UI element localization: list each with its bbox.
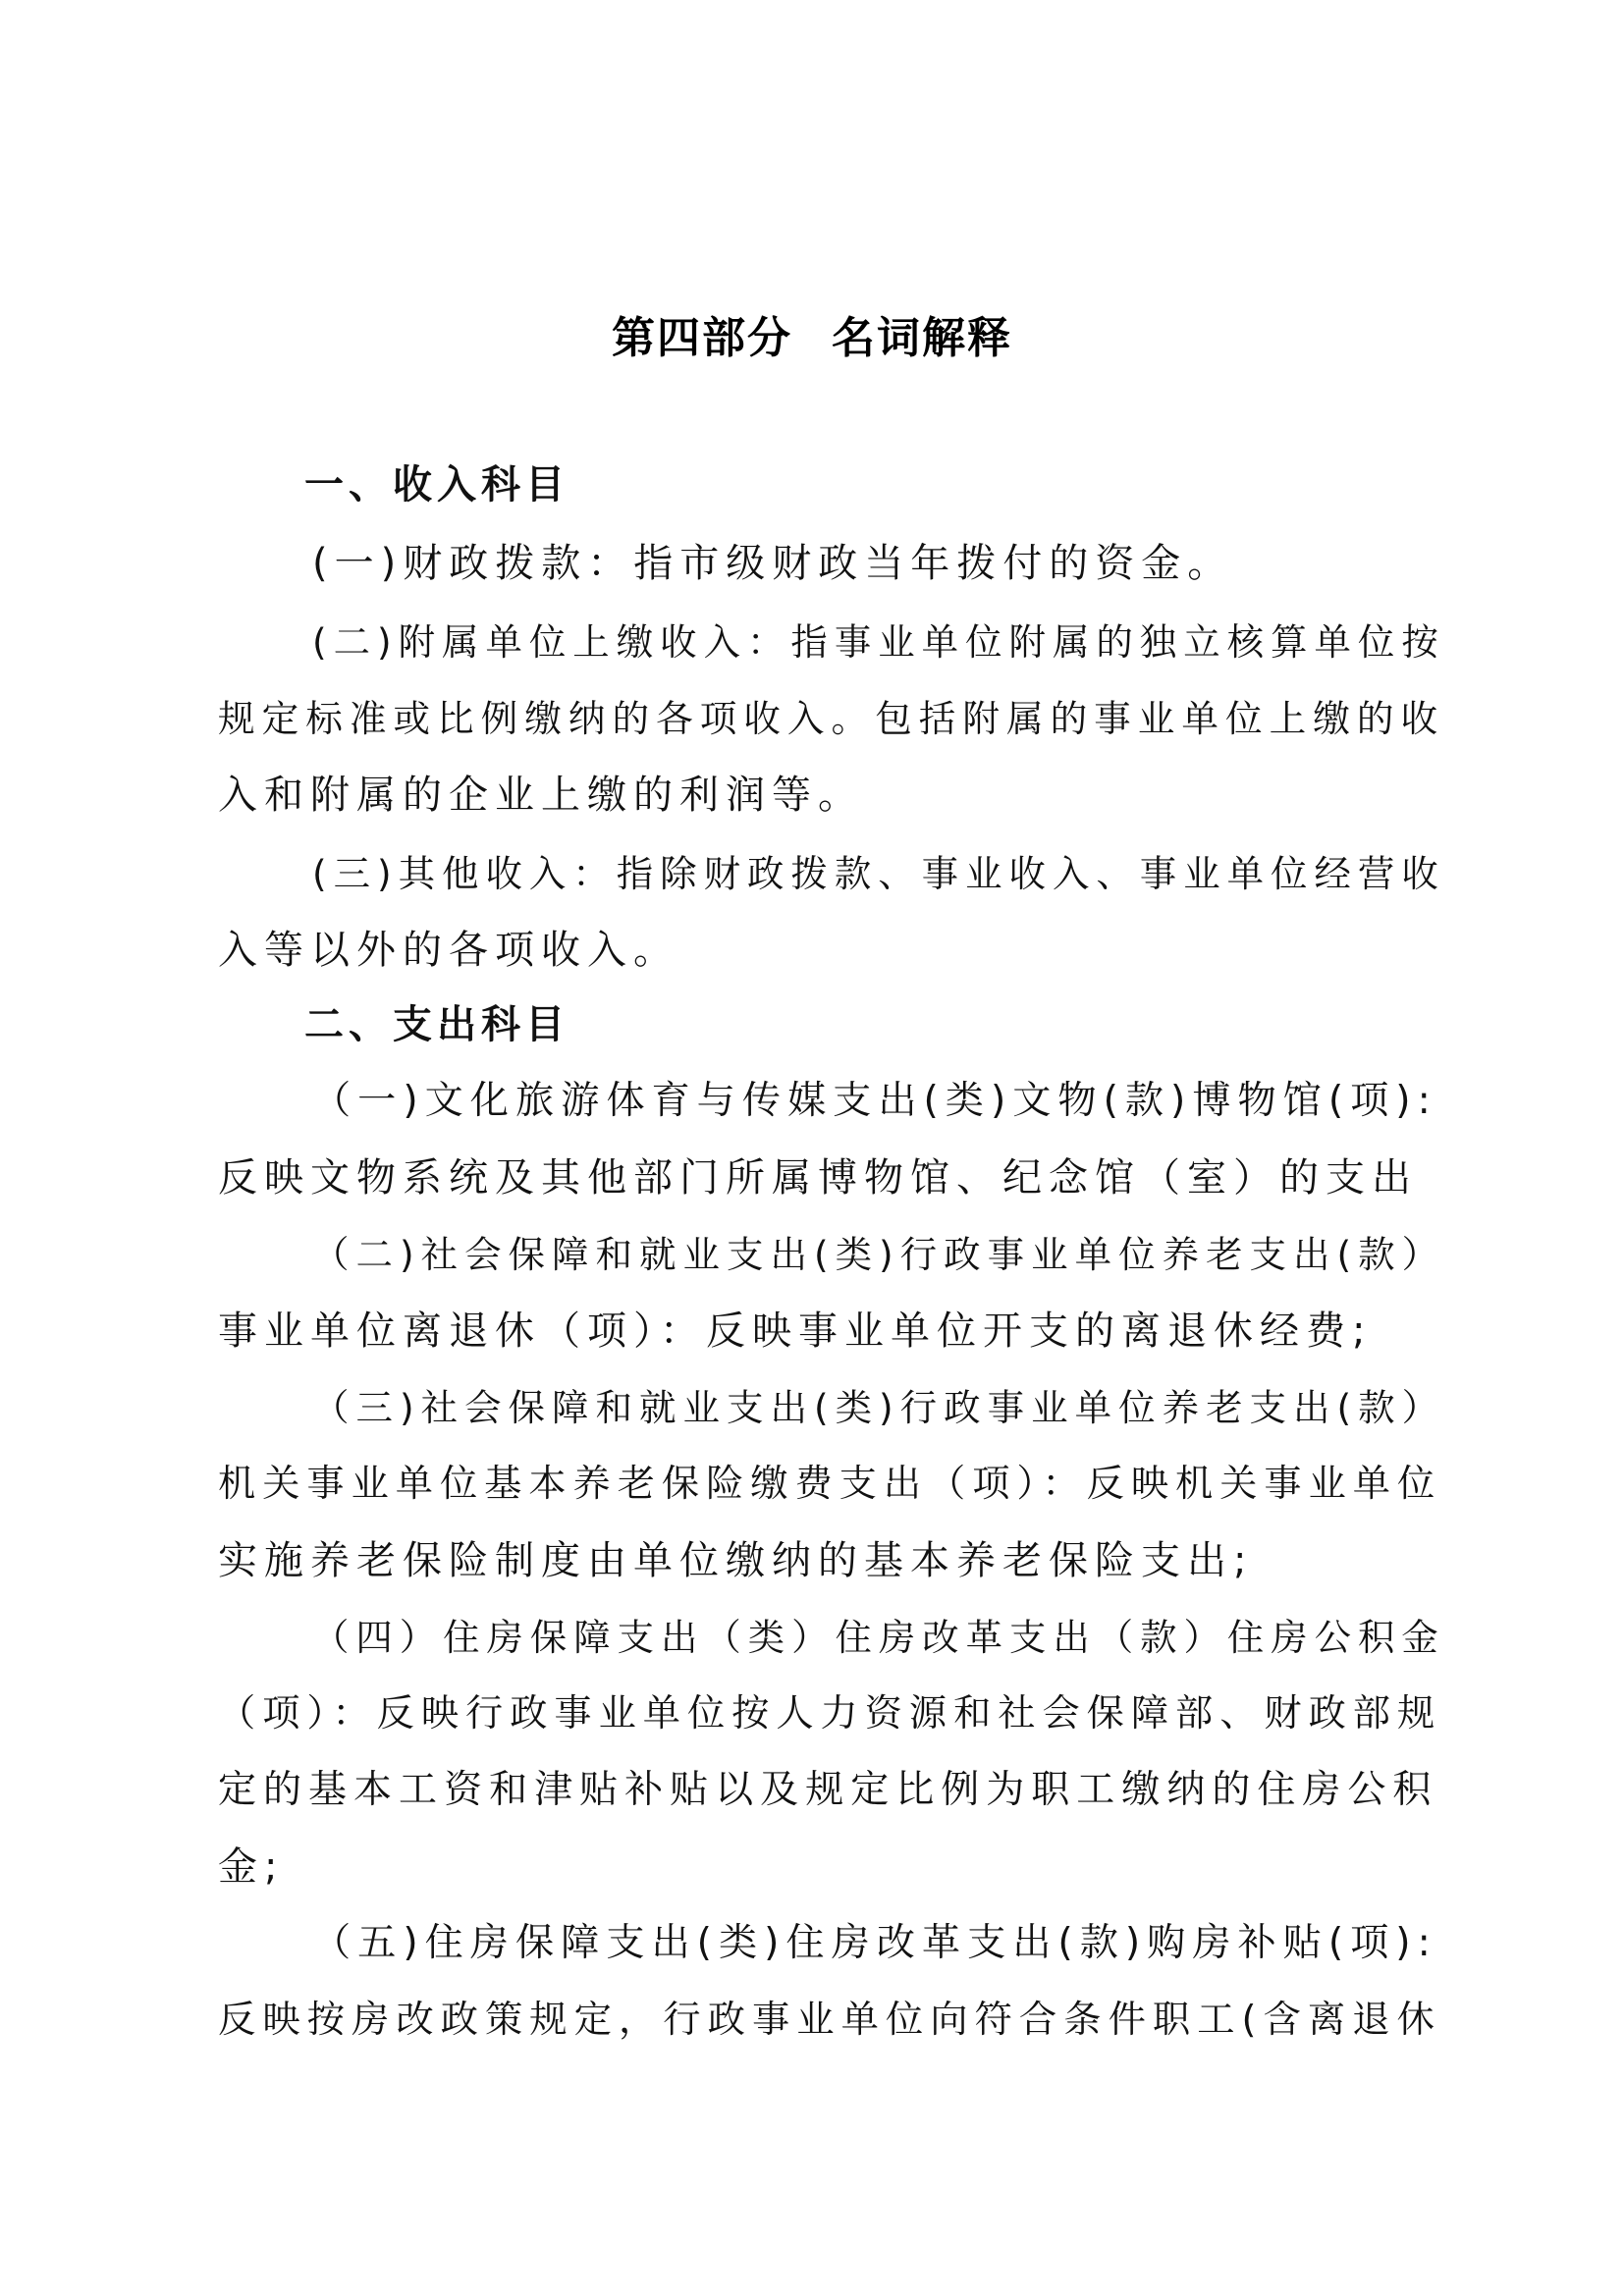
paragraph-line: 金;: [218, 1844, 285, 1890]
section-heading-expenditure: 二、支出科目: [304, 1002, 569, 1047]
paragraph-line: （二)社会保障和就业支出(类)行政事业单位养老支出(款）: [312, 1233, 1446, 1276]
paragraph-line: 机关事业单位基本养老保险缴费支出（项）：反映机关事业单位: [218, 1463, 1442, 1506]
paragraph-line: (三)其他收入：指除财政拨款、事业收入、事业单位经营收: [312, 852, 1445, 895]
paragraph-line: 实施养老保险制度由单位缴纳的基本养老保险支出;: [218, 1538, 1254, 1583]
paragraph-line: (一)财政拨款：指市级财政当年拨付的资金。: [312, 541, 1234, 586]
paragraph-line: 定的基本工资和津贴补贴以及规定比例为职工缴纳的住房公积: [218, 1768, 1438, 1812]
paragraph-line: 规定标准或比例缴纳的各项收入。包括附属的事业单位上缴的收: [218, 697, 1445, 740]
paragraph-line: 反映文物系统及其他部门所属博物馆、纪念馆（室）的支出: [218, 1155, 1418, 1201]
paragraph-line: （五)住房保障支出(类)住房改革支出(款)购房补贴(项):: [312, 1921, 1437, 1965]
page-title: [0, 302, 1624, 365]
paragraph-line: 入等以外的各项收入。: [218, 928, 679, 973]
paragraph-line: （四）住房保障支出（类）住房改革支出（款）住房公积金: [312, 1616, 1445, 1659]
paragraph-line: 入和附属的企业上缴的利润等。: [218, 773, 864, 818]
paragraph-line: 反映按房改政策规定，行政事业单位向符合条件职工(含离退休: [218, 1998, 1441, 2042]
title-name: 名词解释: [832, 313, 1012, 363]
paragraph-line: (二)附属单位上缴收入：指事业单位附属的独立核算单位按: [312, 620, 1445, 664]
paragraph-line: （项）：反映行政事业单位按人力资源和社会保障部、财政部规: [218, 1692, 1442, 1735]
paragraph-line: （一)文化旅游体育与传媒支出(类)文物(款)博物馆(项):: [312, 1079, 1437, 1123]
title-part: 第四部分: [612, 313, 792, 363]
paragraph-line: （三)社会保障和就业支出(类)行政事业单位养老支出(款）: [312, 1386, 1446, 1429]
paragraph-line: 事业单位离退休（项）：反映事业单位开支的离退休经费;: [218, 1308, 1373, 1354]
section-heading-income: 一、收入科目: [304, 462, 569, 507]
